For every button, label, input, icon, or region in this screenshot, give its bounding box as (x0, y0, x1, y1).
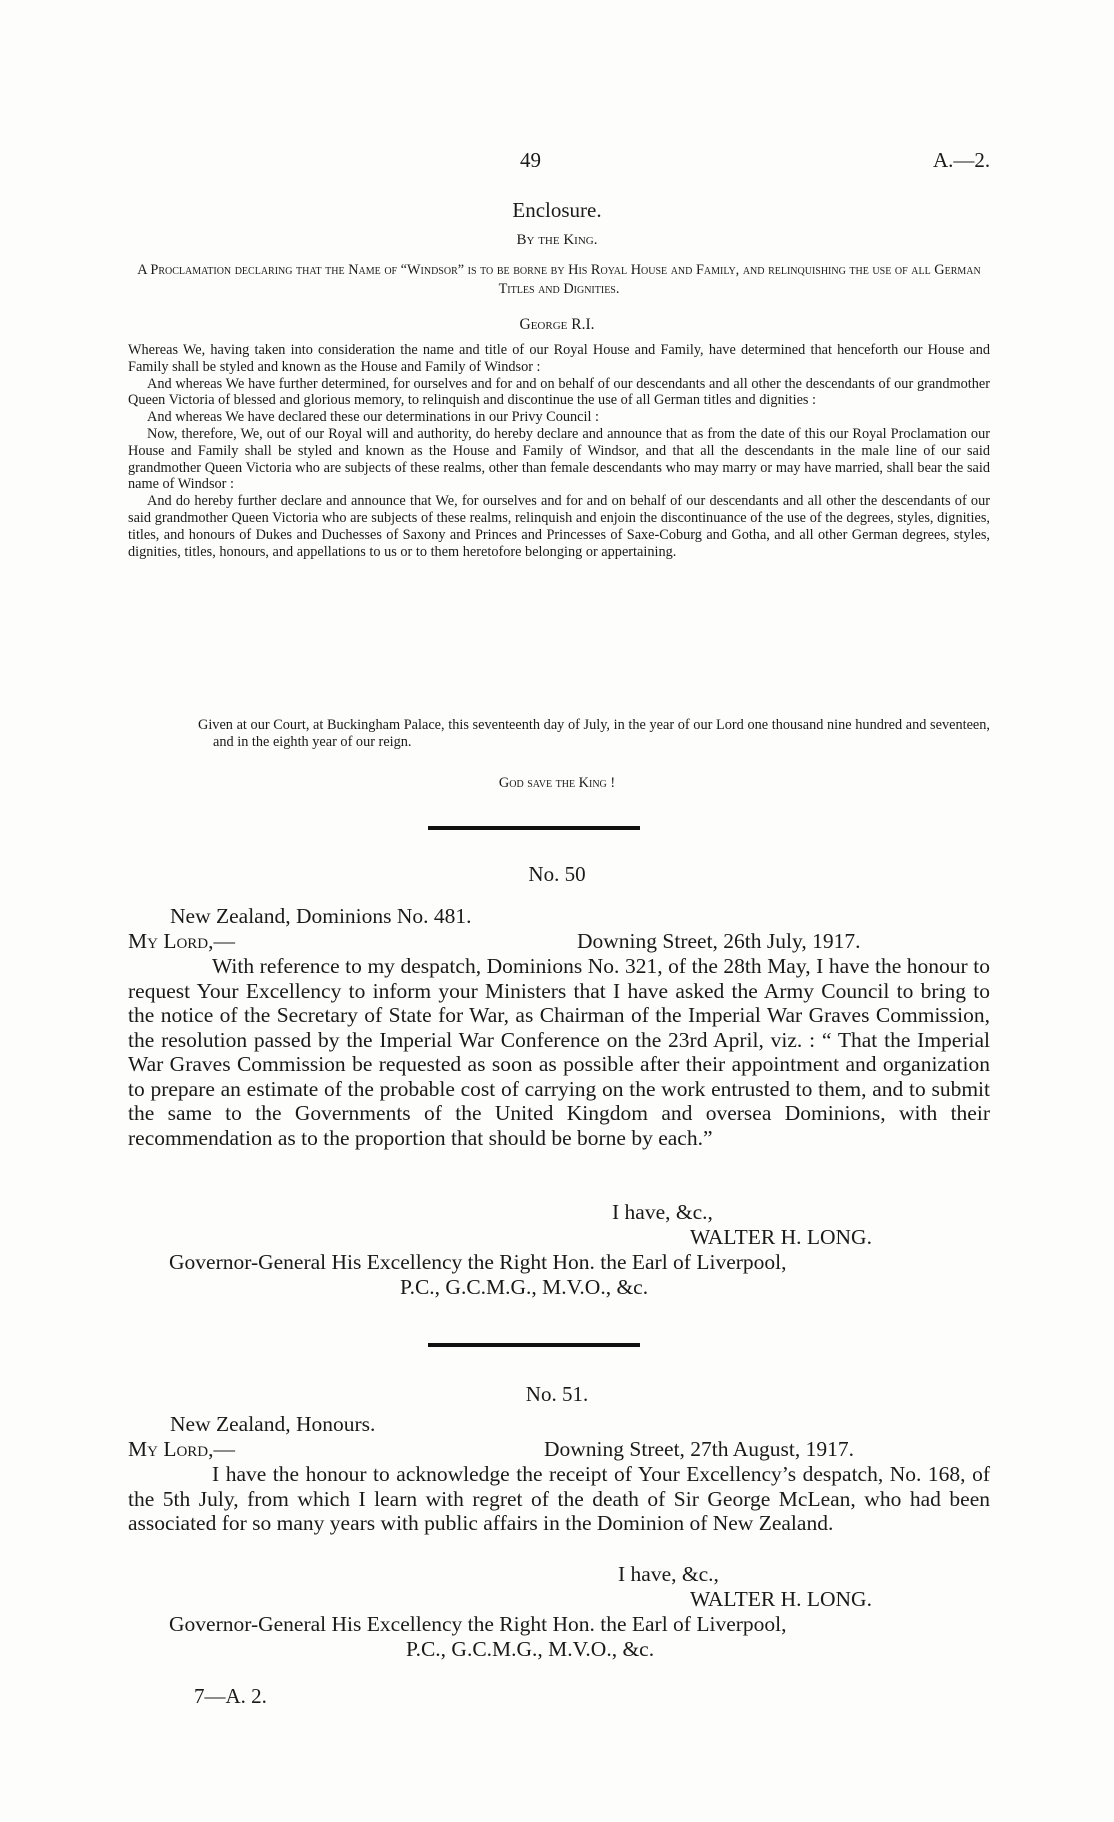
despatch-50-place-date: Downing Street, 26th July, 1917. (577, 929, 861, 953)
proclamation-title: A Proclamation declaring that the Name of “Windsor” is to be borne by His Royal House and Family, and relinquishing the use of all German Titles and Dignities. (137, 262, 981, 297)
despatch-51-addressee-honours: P.C., G.C.M.G., M.V.O., &c. (406, 1637, 655, 1661)
despatch-50-number: No. 50 (528, 862, 586, 886)
god-save-the-king: God save the King ! (498, 775, 616, 791)
paragraph-whereas: Whereas We, having taken into consideration the name and title of our Royal House and Family, have determined that henceforth our House and Family shall be styled and known as the House and Family of Windsor : (128, 342, 990, 375)
despatch-50-addressee-honours: P.C., G.C.M.G., M.V.O., &c. (400, 1275, 649, 1299)
despatch-50-body: With reference to my despatch, Dominions No. 321, of the 28th May, I have the honour to request Your Excellency to inform your Ministers that I have asked the Army Council to bring to the notice of the Secretary of State for War, as Chairman of the Imperial War Graves Commission, the resolution passed by the Imperial War Conference on the 23rd April, viz. : “ That the Imperial War Graves Commission be requested as soon as possible after their appointment and organization to prepare an estimate of the probable cost of carrying on the work entrusted to them, and to submit the same to the Governments of the United Kingdom and oversea Dominions, with their recommendation as to the proportion that should be borne by each.” (128, 954, 990, 1150)
despatch-50-addressee: Governor-General His Excellency the Right Hon. the Earl of Liverpool, (169, 1250, 787, 1274)
paragraph-further-declare: And do hereby further declare and announce that We, for ourselves and for and on behalf of our descendants and all other the descendants of our said grandmother Queen Victoria who are subjects of these realms, relinquish and enjoin the discontinuance of the use of the degrees, styles, dignities, titles, and honours of Dukes and Duchesses of Saxony and Princes and Princesses of Saxe-Coburg and Gotha, and all other German degrees, styles, dignities, titles, honours, and appellations to us or to them heretofore belonging or appertaining. (128, 493, 990, 560)
despatch-51-number: No. 51. (525, 1382, 589, 1406)
section-divider-rule (428, 1343, 640, 1347)
despatch-51-place-date: Downing Street, 27th August, 1917. (544, 1437, 854, 1461)
despatch-51-sign-off: I have, &c., (618, 1562, 719, 1586)
page-number: 49 (520, 148, 541, 172)
despatch-50-salutation: My Lord,— (128, 929, 236, 953)
document-reference: A.—2. (933, 148, 991, 172)
despatch-50-signatory: WALTER H. LONG. (690, 1225, 872, 1249)
despatch-50-sign-off: I have, &c., (612, 1200, 713, 1224)
despatch-51-body: I have the honour to acknowledge the receipt of Your Excellency’s despatch, No. 168, of the 5th July, from which I learn with regret of the death of Sir George McLean, who had been associated for so many years with public affairs in the Dominion of New Zealand. (128, 1462, 990, 1535)
royal-signature: George R.I. (519, 316, 595, 333)
despatch-51-reference: New Zealand, Honours. (170, 1412, 376, 1436)
proclamation-body (128, 342, 990, 560)
printer-signature-mark: 7—A. 2. (194, 1684, 267, 1708)
enclosure-title: Enclosure. (512, 198, 602, 222)
paragraph-privy-council: And whereas We have declared these our determinations in our Privy Council : (147, 409, 599, 426)
despatch-51-signatory: WALTER H. LONG. (690, 1587, 872, 1611)
given-at-court: Given at our Court, at Buckingham Palace, this seventeenth day of July, in the year of our Lord one thousand nine hundred and seventeen, and in the eighth year of our reign. (198, 717, 990, 750)
despatch-51-salutation: My Lord,— (128, 1437, 236, 1461)
paragraph-further-determined: And whereas We have further determined, for ourselves and for and on behalf of our descendants and all other the descendants of our grandmother Queen Victoria of blessed and glorious memory, to relinquish and discontinue the use of all German titles and dignities : (128, 375, 990, 409)
paragraph-now-therefore: Now, therefore, We, out of our Royal will and authority, do hereby declare and announce that as from the date of this our Royal Proclamation our House and Family shall be styled and known as the House and Family of Windsor, and that all the descendants in the male line of our said grandmother Queen Victoria who are subjects of these realms, other than female descendants who may marry or may have married, shall bear the said name of Windsor : (128, 425, 990, 493)
section-divider-rule (428, 826, 640, 830)
despatch-50-reference: New Zealand, Dominions No. 481. (170, 904, 472, 928)
despatch-51-addressee: Governor-General His Excellency the Right Hon. the Earl of Liverpool, (169, 1612, 787, 1636)
by-the-king: By the King. (516, 232, 598, 248)
